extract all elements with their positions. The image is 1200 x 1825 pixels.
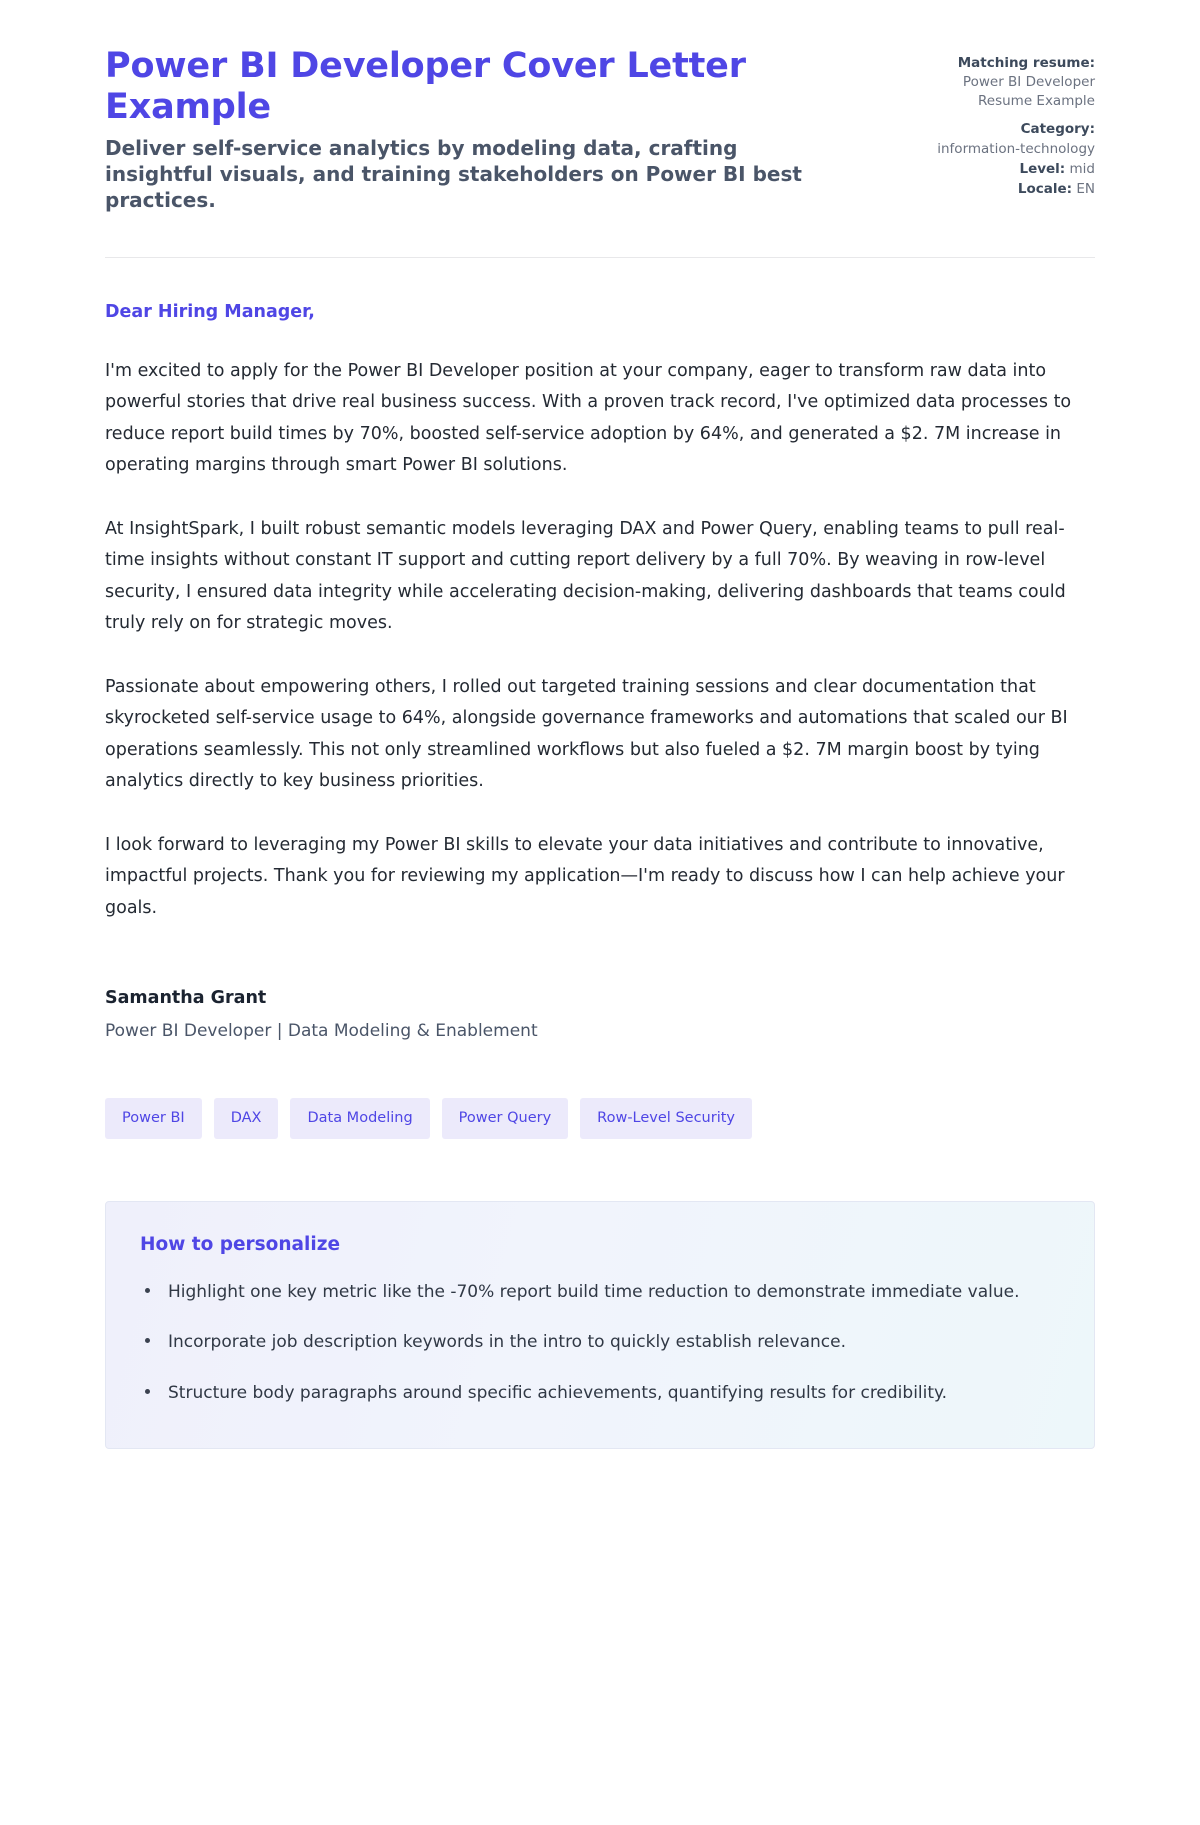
callout-tip-item — [140, 1277, 1060, 1308]
signer-role: Power BI Developer | Data Modeling & Enablement — [105, 1021, 538, 1042]
callout-tip-item — [140, 1327, 1060, 1358]
skill-tag[interactable]: Row-Level Security — [580, 1098, 752, 1139]
meta-matching-resume-value-line2: Resume Example — [978, 93, 1095, 110]
header-title-block — [105, 46, 845, 213]
meta-matching-resume-value-line1: Power BI Developer — [962, 74, 1095, 91]
skill-tag[interactable]: Data Modeling — [290, 1098, 429, 1139]
letter-paragraph: Passionate about empowering others, I rolled out targeted training sessions and clear documentation that skyrocketed self-service usage to 64%, alongside governance frameworks and automations that scaled our BI operations seamlessly. This not only streamlined workflows but also fueled a $2. 7M margin boost by tying analytics directly to key business priorities. — [105, 676, 1068, 792]
meta-locale — [880, 180, 1095, 199]
callout-tip-list — [140, 1277, 1060, 1409]
skill-tag[interactable]: Power BI — [105, 1098, 202, 1139]
bullet-dot-icon — [145, 1288, 150, 1293]
meta-category-value: information-technology — [937, 140, 1095, 157]
meta-level — [880, 160, 1095, 179]
letter-salutation: Dear Hiring Manager, — [105, 301, 315, 322]
document-metadata — [880, 46, 1095, 200]
meta-level-label: Level: — [1019, 160, 1066, 177]
page-subtitle: Deliver self-service analytics by modeling data, crafting insightful visuals, and training stakeholders on Power BI best practices. — [105, 135, 802, 212]
callout-tip-text: Highlight one key metric like the -70% report build time reduction to demonstrate immediate value. — [168, 1281, 1020, 1302]
letter-paragraph: I'm excited to apply for the Power BI Developer position at your company, eager to transform raw data into powerful stories that drive real business success. With a proven track record, I've optimized data processes to reduce report build times by 70%, boosted self-service adoption by 64%, and generated a $2. 7M increase in operating margins through smart Power BI solutions. — [105, 360, 1072, 476]
meta-matching-resume-label: Matching resume: — [957, 55, 1095, 71]
skill-tag[interactable]: Power Query — [442, 1098, 569, 1139]
personalize-callout — [105, 1201, 1095, 1450]
signer-name: Samantha Grant — [105, 988, 267, 1009]
meta-matching-resume — [880, 54, 1095, 111]
callout-tip-text: Incorporate job description keywords in the intro to quickly establish relevance. — [168, 1332, 847, 1353]
bullet-dot-icon — [145, 1389, 150, 1394]
meta-level-value: mid — [1069, 160, 1095, 177]
skill-tag[interactable]: DAX — [214, 1098, 279, 1139]
letter-paragraph: At InsightSpark, I built robust semantic models leveraging DAX and Power Query, enabling teams to pull real-time insights without constant IT support and cutting report delivery by a full 70%. By weaving in row-level security, I ensured data integrity while accelerating decision-making, delivering dashboards that teams could truly rely on for strategic moves. — [105, 518, 1066, 634]
letter-body — [105, 258, 1095, 925]
callout-tip-item — [140, 1378, 1060, 1409]
callout-tip-text: Structure body paragraphs around specific achievements, quantifying results for credibility. — [168, 1382, 948, 1403]
skill-tag-list — [105, 1098, 1095, 1139]
letter-paragraph: I look forward to leveraging my Power BI skills to elevate your data initiatives and contribute to innovative, impactful projects. Thank you for reviewing my application—I'm ready to discuss how I can help achieve your goals. — [105, 834, 1065, 918]
meta-category — [880, 120, 1095, 158]
document-header — [105, 46, 1095, 213]
meta-locale-label: Locale: — [1017, 180, 1073, 197]
page-title: Power BI Developer Cover Letter Example — [105, 46, 746, 128]
meta-category-label: Category: — [1020, 121, 1095, 138]
bullet-dot-icon — [145, 1338, 150, 1343]
signature-block — [105, 988, 1095, 1041]
content-container — [105, 0, 1095, 1449]
meta-locale-value: EN — [1076, 180, 1095, 197]
callout-title: How to personalize — [140, 1233, 341, 1255]
